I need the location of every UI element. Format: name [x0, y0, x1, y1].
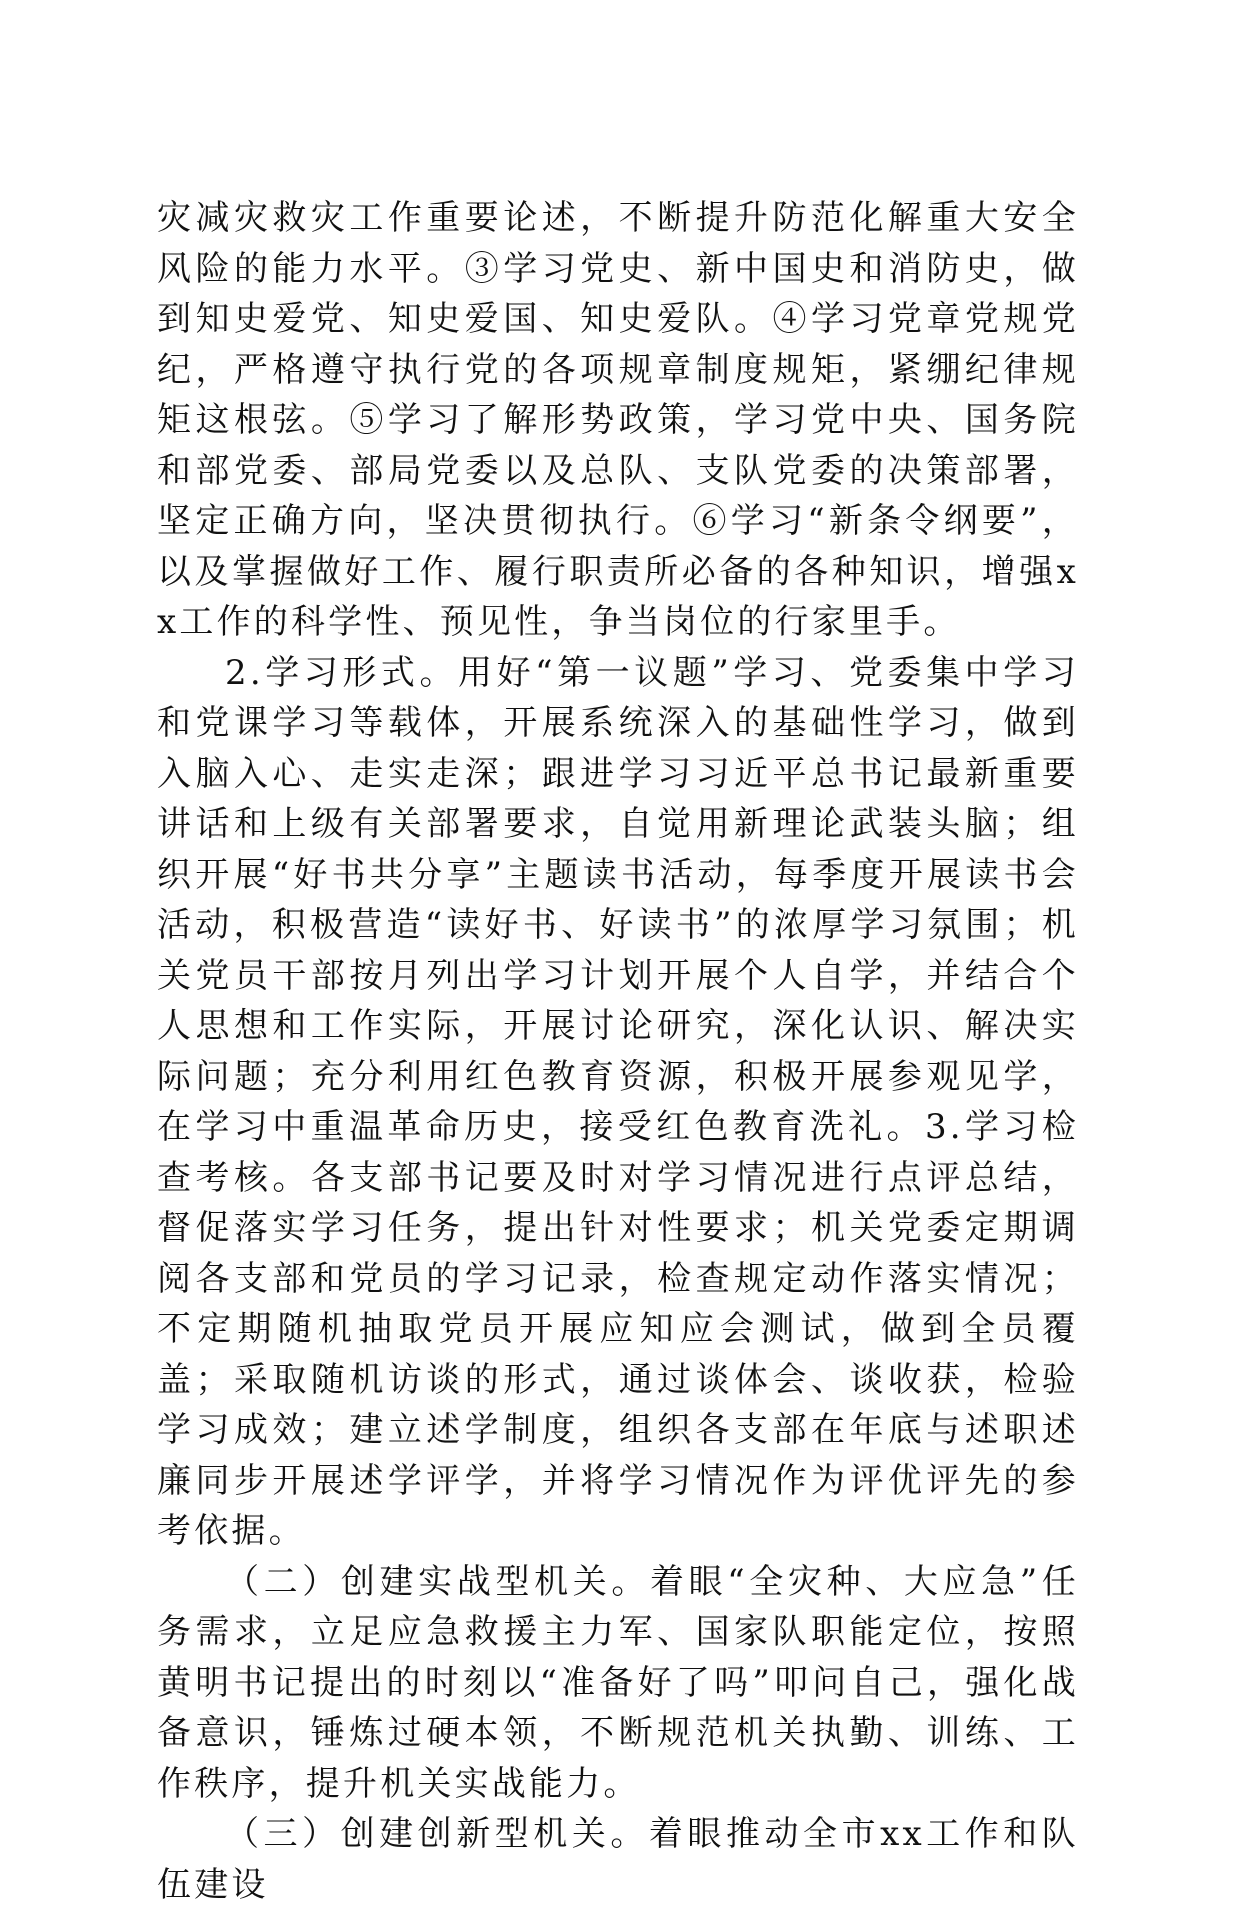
paragraph-study-content: 灾减灾救灾工作重要论述，不断提升防范化解重大安全风险的能力水平。③学习党史、新中国史和消防史，做到知史爱党、知史爱国、知史爱队。④学习党章党规党纪，严格遵守执行党的各项规章制度规矩，紧绷纪律规矩这根弦。⑤学习了解形势政策，学习党中央、国务院和部党委、部局党委以及总队、支队党委的决策部署，坚定正确方向，坚决贯彻执行。⑥学习“新条令纲要”，以及掌握做好工作、履行职责所必备的各种知识，增强xx工作的科学性、预见性，争当岗位的行家里手。 [157, 198, 1079, 642]
paragraph-section-3 [157, 1809, 1079, 1910]
paragraph-section-2 [157, 1557, 1079, 1810]
section-3-heading: （三）创建创新型机关。 [225, 1814, 649, 1854]
section-2-heading: （二）创建实战型机关。 [225, 1561, 651, 1602]
section-3-body: 着眼推动全市xx工作和队伍建设 [157, 1814, 1079, 1905]
section-2-body: 着眼“全灾种、大应急”任务需求，立足应急救援主力军、国家队职能定位，按照黄明书记提出的时刻以“准备好了吗”叩问自己，强化战备意识，锤炼过硬本领，不断规范机关执勤、训练、工作秩序，提升机关实战能力。 [157, 1561, 1079, 1804]
paragraph-study-form: 2.学习形式。用好“第一议题”学习、党委集中学习和党课学习等载体，开展系统深入的基础性学习，做到入脑入心、走实走深；跟进学习习近平总书记最新重要讲话和上级有关部署要求，自觉用新理论武装头脑；组织开展“好书共分享”主题读书活动，每季度开展读书会活动，积极营造“读好书、好读书”的浓厚学习氛围；机关党员干部按月列出学习计划开展个人自学，并结合个人思想和工作实际，开展讨论研究，深化认识、解决实际问题；充分利用红色教育资源，积极开展参观见学，在学习中重温革命历史，接受红色教育洗礼。3.学习检查考核。各支部书记要及时对学习情况进行点评总结，督促落实学习任务，提出针对性要求；机关党委定期调阅各支部和党员的学习记录，检查规定动作落实情况；不定期随机抽取党员开展应知应会测试，做到全员覆盖；采取随机访谈的形式，通过谈体会、谈收获，检验学习成效；建立述学制度，组织各支部在年底与述职述廉同步开展述学评学，并将学习情况作为评优评先的参考依据。 [157, 652, 1079, 1551]
document-body [157, 193, 1079, 1910]
